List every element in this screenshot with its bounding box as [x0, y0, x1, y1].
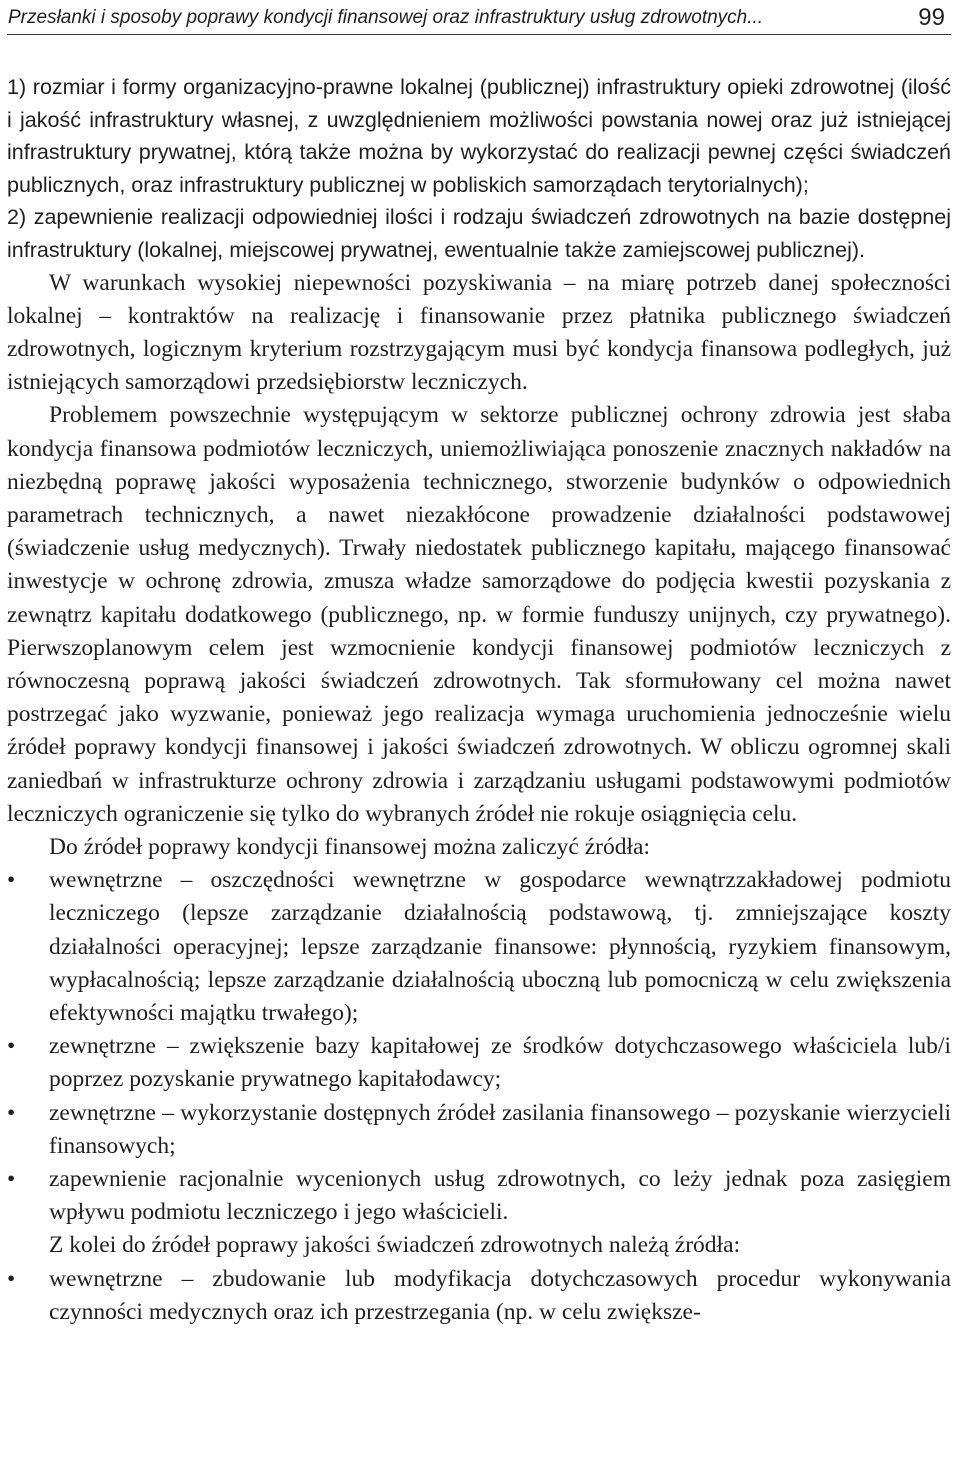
main-text [7, 267, 951, 1330]
bullet-marker: • [7, 867, 16, 894]
numbered-list [7, 71, 951, 267]
list-item-text: wewnętrzne – oszczędności wewnętrzne w gospodarce wewnątrzzakładowej podmiotu leczniczego (lepsze zarządzanie działalnością podstawową, tj. zmniejszające koszty działalności operacyjnej; lepsze zarządzanie finansowe: płynnością, ryzykiem finansowym, wypłacalnością; lepsze zarządzanie działalnością uboczną lub pomocniczą w celu zwiększenia efektywności majątku trwałego); [49, 867, 951, 1027]
running-header [7, 0, 951, 35]
bullet-marker: • [7, 1265, 16, 1292]
page-number: 99 [918, 4, 945, 31]
paragraph-uncertainty: W warunkach wysokiej niepewności pozyskiwania – na miarę potrzeb danej społeczności lokalnej – kontraktów na realizację i finansowanie przez płatnika publicznego świadczeń zdrowotnych, logicznym kryterium rozstrzygającym musi być kondycja finansowa podległych, już istniejących samorządowi przedsiębiorstw leczniczych. [7, 269, 951, 396]
numbered-item-1: 1) rozmiar i formy organizacyjno-prawne lokalnej (publicznej) infrastruktury opieki zdrowotnej (ilość i jakość infrastruktury własnej, z uwzględnieniem możliwości powstania nowej oraz już istniejącej infrastruktury prywatnej, którą także można by wykorzystać do realizacji pewnej części świadczeń publicznych, oraz infrastruktury publicznej w pobliskich samorządach terytorialnych); [7, 75, 951, 197]
paragraph-financial-intro: Do źródeł poprawy kondycji finansowej można zaliczyć źródła: [49, 834, 650, 861]
paragraph-problem: Problemem powszechnie występującym w sektorze publicznej ochrony zdrowia jest słaba kondycja finansowa podmiotów leczniczych, uniemożliwiająca ponoszenie znacznych nakładów na niezbędną poprawę jakości wyposażenia technicznego, stworzenie budynków o odpowiednich parametrach technicznych, a nawet niezakłócone prowadzenie działalności podstawowej (świadczenie usług medycznych). Trwały niedostatek publicznego kapitału, mającego finansować inwestycje w ochronę zdrowia, zmusza władze samorządowe do podjęcia kwestii pozyskania z zewnątrz kapitału dodatkowego (publicznego, np. w formie funduszy unijnych, czy prywatnego). Pierwszoplanowym celem jest wzmocnienie kondycji finansowej podmiotów leczniczych z równoczesną poprawą jakości świadczeń zdrowotnych. Tak sformułowany cel można nawet postrzegać jako wyzwanie, ponieważ jego realizacja wymaga uruchomienia jednocześnie wielu źródeł poprawy kondycji finansowej i jakości świadczeń zdrowotnych. W obliczu ogromnej skali zaniedbań w infrastrukturze ochrony zdrowia i zarządzaniu usługami podstawowymi podmiotów leczniczych ograniczenie się tylko do wybranych źródeł nie rokuje osiągnięcia celu. [7, 402, 951, 827]
list-item [7, 1030, 951, 1096]
list-item [7, 1097, 951, 1163]
bullet-marker: • [7, 1099, 16, 1126]
running-title: Przesłanki i sposoby poprawy kondycji finansowej oraz infrastruktury usług zdrowotnych... [8, 7, 764, 28]
list-item [7, 1263, 951, 1329]
bullet-marker: • [7, 1166, 16, 1193]
bullet-marker: • [7, 1033, 16, 1060]
list-item-text: zewnętrzne – wykorzystanie dostępnych źródeł zasilania finansowego – pozyskanie wierzycieli finansowych; [49, 1099, 951, 1159]
quality-sources-list [7, 1263, 951, 1329]
list-item [7, 864, 951, 1030]
document-page [7, 0, 951, 1329]
list-item-text: wewnętrzne – zbudowanie lub modyfikacja dotychczasowych procedur wykonywania czynności medycznych oraz ich przestrzegania (np. w celu zwiększe- [49, 1265, 951, 1325]
numbered-item-2: 2) zapewnienie realizacji odpowiedniej ilości i rodzaju świadczeń zdrowotnych na bazie dostępnej infrastruktury (lokalnej, miejscowej prywatnej, ewentualnie także zamiejscowej publicznej). [7, 205, 951, 262]
list-item-text: zapewnienie racjonalnie wycenionych usług zdrowotnych, co leży jednak poza zasięgiem wpływu podmiotu leczniczego i jego właścicieli. [49, 1166, 951, 1226]
paragraph-quality-intro: Z kolei do źródeł poprawy jakości świadczeń zdrowotnych należą źródła: [49, 1232, 741, 1259]
financial-sources-list [7, 864, 951, 1229]
list-item-text: zewnętrzne – zwiększenie bazy kapitałowej ze środków dotychczasowego właściciela lub/i poprzez pozyskanie prywatnego kapitałodawcy; [49, 1033, 951, 1093]
list-item [7, 1163, 951, 1229]
